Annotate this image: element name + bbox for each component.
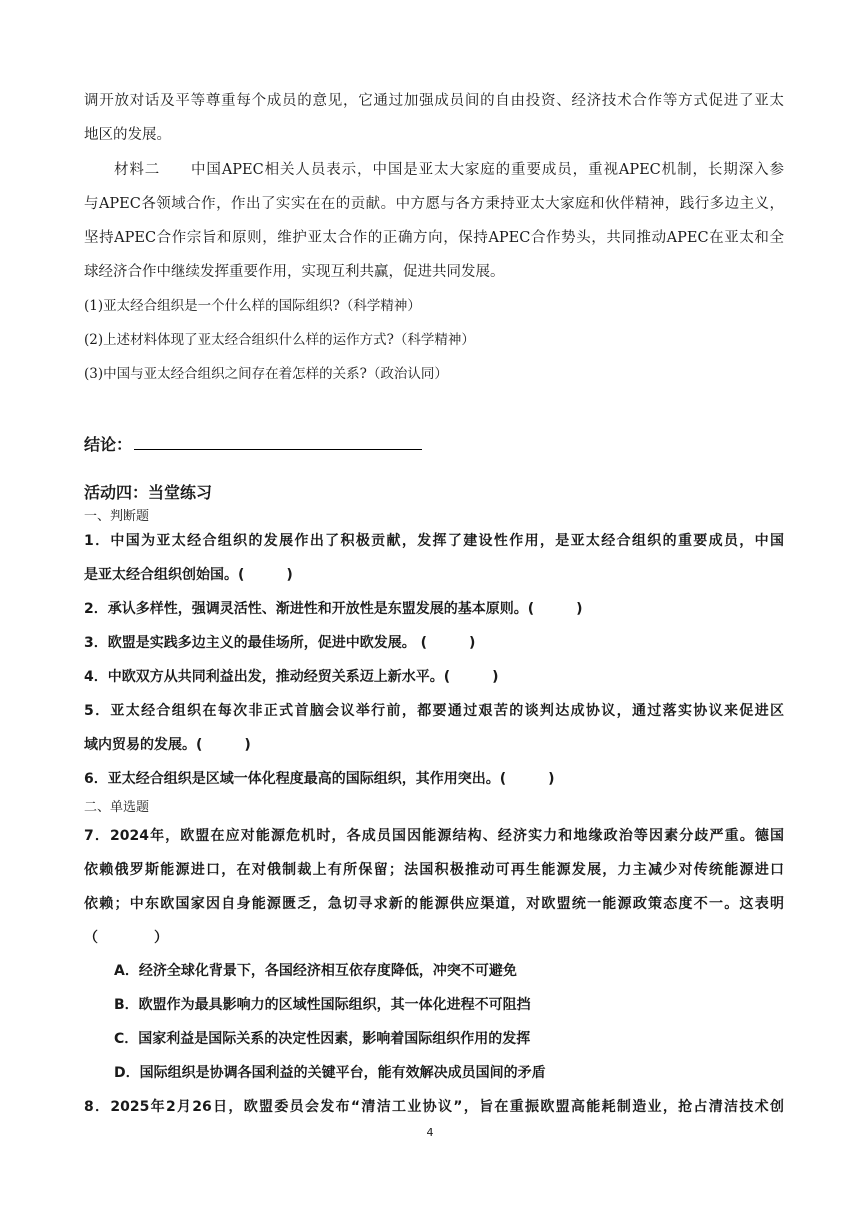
material-two-line: 球经济合作中继续发挥重要作用，实现互利共赢，促进共同发展。 bbox=[84, 264, 505, 280]
activity-title: 活动四：当堂练习 bbox=[84, 483, 213, 502]
conclusion-label: 结论： bbox=[84, 435, 133, 454]
page-number: 4 bbox=[426, 1126, 434, 1139]
judge-question: 4．中欧双方从共同利益出发，推动经贸关系迈上新水平。( ) bbox=[84, 669, 499, 685]
choice-option: B．欧盟作为最具影响力的区域性国际组织，其一体化进程不可阻挡 bbox=[114, 997, 531, 1013]
question-item: (3)中国与亚太经合组织之间存在着怎样的关系?（政治认同） bbox=[84, 366, 448, 382]
choice-question: （ ） bbox=[84, 930, 168, 946]
judge-question: 1．中国为亚太经合组织的发展作出了积极贡献，发挥了建设性作用，是亚太经合组织的重要成员，中国 bbox=[84, 533, 784, 549]
material-two-line: 材料二 中国APEC相关人员表示，中国是亚太大家庭的重要成员，重视APEC机制，长期深入参 bbox=[114, 162, 784, 178]
choice-option: C．国家利益是国际关系的决定性因素，影响着国际组织作用的发挥 bbox=[114, 1031, 531, 1047]
question-item: (1)亚太经合组织是一个什么样的国际组织?（科学精神） bbox=[84, 298, 421, 314]
choice-question: 7．2024年，欧盟在应对能源危机时，各成员国因能源结构、经济实力和地缘政治等因素分歧严重。德国 bbox=[84, 828, 784, 844]
conclusion-answer-blank bbox=[134, 449, 422, 450]
section-heading-choice: 二、单选题 bbox=[84, 800, 150, 815]
judge-question: 3．欧盟是实践多边主义的最佳场所，促进中欧发展。 ( ) bbox=[84, 635, 476, 651]
choice-question: 8．2025年2月26日，欧盟委员会发布“清洁工业协议”，旨在重振欧盟高能耗制造业，抢占清洁技术创 bbox=[84, 1099, 784, 1115]
material-two-line: 与APEC各领域合作，作出了实实在在的贡献。中方愿与各方秉持亚太大家庭和伙伴精神，践行多边主义， bbox=[84, 196, 784, 212]
judge-question: 域内贸易的发展。( ) bbox=[84, 737, 251, 753]
judge-question: 5．亚太经合组织在每次非正式首脑会议举行前，都要通过艰苦的谈判达成协议，通过落实协议来促进区 bbox=[84, 703, 784, 719]
material-two-line: 坚持APEC合作宗旨和原则，维护亚太合作的正确方向，保持APEC合作势头，共同推动APEC在亚太和全 bbox=[84, 230, 784, 246]
question-item: (2)上述材料体现了亚太经合组织什么样的运作方式?（科学精神） bbox=[84, 332, 475, 348]
section-heading-judge: 一、判断题 bbox=[84, 509, 150, 524]
judge-question: 2．承认多样性，强调灵活性、渐进性和开放性是东盟发展的基本原则。( ) bbox=[84, 601, 583, 617]
material-text-line: 调开放对话及平等尊重每个成员的意见，它通过加强成员间的自由投资、经济技术合作等方式促进了亚太 bbox=[84, 93, 784, 109]
choice-option: D．国际组织是协调各国利益的关键平台，能有效解决成员国间的矛盾 bbox=[114, 1065, 546, 1081]
judge-question: 是亚太经合组织创始国。( ) bbox=[84, 567, 293, 583]
judge-question: 6．亚太经合组织是区域一体化程度最高的国际组织，其作用突出。( ) bbox=[84, 771, 555, 787]
material-text-line: 地区的发展。 bbox=[84, 127, 171, 143]
choice-question: 依赖；中东欧国家因自身能源匮乏，急切寻求新的能源供应渠道，对欧盟统一能源政策态度不一。这表明 bbox=[84, 896, 784, 912]
choice-option: A．经济全球化背景下，各国经济相互依存度降低，冲突不可避免 bbox=[114, 963, 517, 979]
choice-question: 依赖俄罗斯能源进口，在对俄制裁上有所保留；法国积极推动可再生能源发展，力主减少对传统能源进口 bbox=[84, 862, 784, 878]
